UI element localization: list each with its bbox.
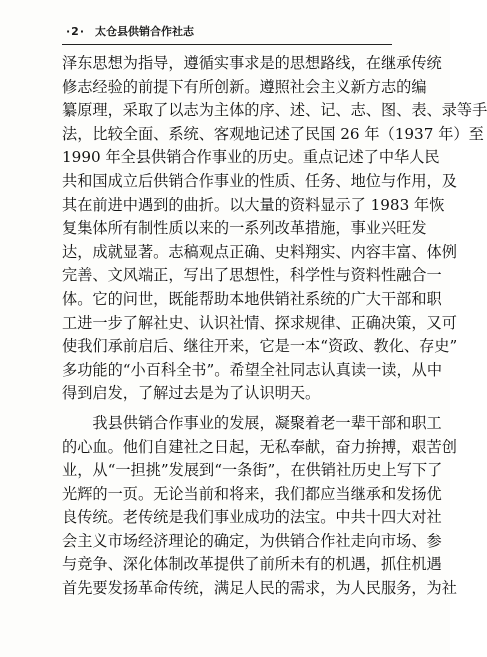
text-line: 我县供销合作事业的发展，凝聚着老一辈干部和职工 (62, 413, 442, 432)
text-line: 共和国成立后供销合作事业的性质、任务、地位与作用，及 (62, 171, 457, 190)
text-line: 完善、文风端正，写出了思想性，科学性与资料性融合一 (62, 266, 442, 285)
text-line: 得到启发，了解过去是为了认识明天。 (62, 384, 321, 403)
text-line: 光辉的一页。无论当前和将来，我们都应当继承和发扬优 (62, 484, 442, 503)
header-rule (62, 44, 392, 45)
text-line: 复集体所有制性质以来的一系列改革措施，事业兴旺发 (62, 219, 427, 238)
text-line: 1990 年全县供销合作事业的历史。重点记述了中华人民 (62, 148, 440, 167)
page-number: ·2· (66, 24, 86, 38)
text-line: 会主义市场经济理论的确定，为供销合作社走向市场、参 (62, 531, 442, 550)
text-line: 使我们承前启后、继往开来，它是一本“资政、教化、存史” (62, 337, 458, 356)
text-line: 首先要发扬革命传统，满足人民的需求，为人民服务，为社 (62, 579, 457, 598)
text-line: 其在前进中遇到的曲折。以大量的资料显示了 1983 年恢 (62, 195, 445, 214)
text-line: 与竞争、深化体制改革提供了前所未有的机遇，抓住机遇 (62, 555, 442, 574)
text-line: 修志经验的前提下有所创新。遵照社会主义新方志的编 (62, 77, 427, 96)
paragraph (62, 412, 457, 601)
text-line: 多功能的“小百科全书”。希望全社同志认真读一读，从中 (62, 360, 443, 379)
text-line: 的心血。他们自建社之日起，无私奉献，奋力拚搏，艰苦创 (62, 437, 457, 456)
text-line: 业，从“一担挑”发展到“一条街”，在供销社历史上写下了 (62, 461, 443, 480)
paragraph (62, 52, 487, 406)
text-line: 工进一步了解社史、认识社情、探求规律、正确决策，又可 (62, 313, 457, 332)
book-title: 太仓县供销合作社志 (95, 25, 195, 38)
text-line: 达，成就显著。志稿观点正确、史料翔实、内容丰富、体例 (62, 242, 457, 261)
running-header (66, 22, 386, 40)
text-line: 体。它的问世，既能帮助本地供销社系统的广大干部和职 (62, 289, 442, 308)
text-line: 良传统。老传统是我们事业成功的法宝。中共十四大对社 (62, 508, 442, 527)
text-line: 泽东思想为指导，遵循实事求是的思想路线，在继承传统 (62, 54, 442, 72)
body-text (62, 52, 487, 601)
text-line: 法，比较全面、系统、客观地记述了民国 26 年（1937 年）至 (62, 124, 484, 143)
text-line: 纂原理，采取了以志为主体的序、述、记、志、图、表、录等手 (62, 101, 487, 120)
